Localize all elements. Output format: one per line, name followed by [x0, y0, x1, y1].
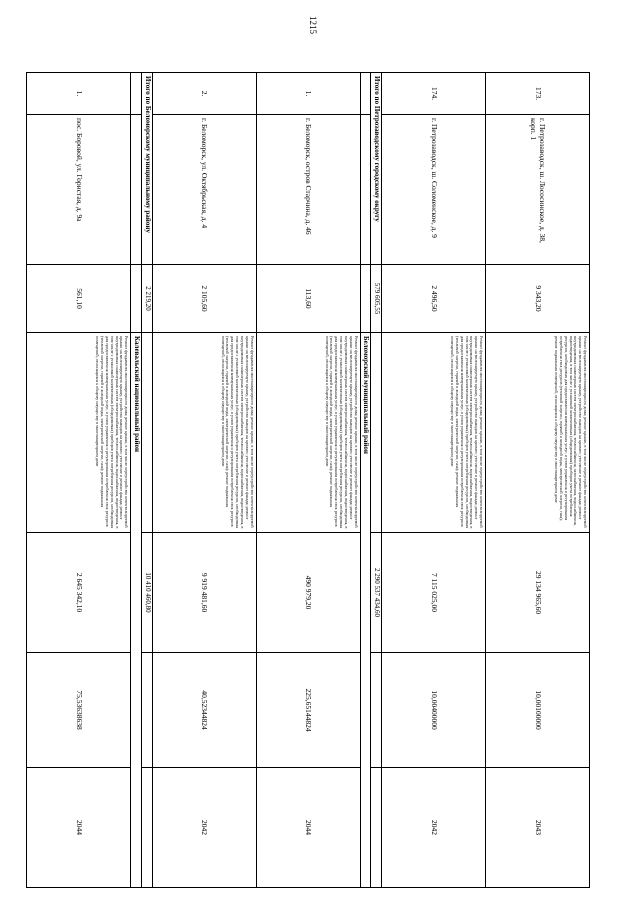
works-cell: Ремонт фундамента многоквартирного дома; ремонт крыши, в том числе переустройство невентилируемой крыши на вентилируемую крышу, устройство выходов на кровлю; утепление и ремонт фасада; ремонт внутридомовых инженерных систем электроснабжения, теплоснабжения, водоснабжения, водоотведения, в том числе с установкой коллективных (общедомовых) приборов учета потребления ресурсов, необходимых для предоставления коммунальных услуг, и узлов управления и регулирования потребления этих ресурсов (тепловой энергии, горячей и холодной воды, электрической энергии, газа); ремонт подвальных помещений, относящихся к общему имуществу в многоквартирном доме	[382, 333, 486, 533]
row-number: 2.	[152, 73, 256, 115]
total-label: Итого по Беломорскому муниципальному району	[141, 73, 152, 265]
empty-cell	[131, 265, 142, 333]
row-number: 1.	[256, 73, 360, 115]
total-cost: 10 410 460,80	[141, 533, 152, 653]
address-cell: г. Петрозаводск, ш. Лососинское, д. 38, корп. 1	[486, 115, 590, 265]
empty-cell	[371, 333, 382, 533]
rate-cell: 225,65144824	[256, 653, 360, 768]
rate-cell: 10,00400000	[382, 653, 486, 768]
works-cell: Ремонт фундамента многоквартирного дома; ремонт крыши, в том числе переустройство невентилируемой крыши на вентилируемую крышу, устройство выходов на кровлю; утепление и ремонт фасада; ремонт внутридомовых инженерных систем электроснабжения, теплоснабжения, водоснабжения, водоотведения, в том числе с установкой коллективных (общедомовых) приборов учета потребления ресурсов, необходимых для предоставления коммунальных услуг, и узлов управления и регулирования потребления этих ресурсов (тепловой энергии, горячей и холодной воды, электрической энергии, газа); ремонт подвальных помещений, относящихся к общему имуществу в многоквартирном доме	[256, 333, 360, 533]
section-header-row	[360, 73, 371, 888]
table-row	[152, 73, 256, 888]
row-number: 1.	[27, 73, 131, 115]
section-title: Калевальский национальный район	[131, 333, 142, 888]
empty-cell	[131, 115, 142, 265]
address-cell: г. Беломорск, остров Старчина, д. 46	[256, 115, 360, 265]
empty-cell	[141, 653, 152, 768]
empty-cell	[360, 265, 371, 333]
year-cell: 2042	[382, 768, 486, 888]
area-cell: 9 343,20	[486, 265, 590, 333]
table-body	[27, 73, 590, 888]
rate-cell: 75,53638638	[27, 653, 131, 768]
row-number: 174.	[382, 73, 486, 115]
empty-cell	[141, 768, 152, 888]
cost-cell: 7 115 025,00	[382, 533, 486, 653]
cost-cell: 9 919 481,60	[152, 533, 256, 653]
year-cell: 2042	[152, 768, 256, 888]
rotated-table-container	[70, 72, 590, 887]
total-area: 579 605,55	[371, 265, 382, 333]
total-area: 2 219,20	[141, 265, 152, 333]
page-number: 1215	[308, 16, 318, 34]
section-title: Беломорский муниципальный район	[360, 333, 371, 888]
section-header-row	[131, 73, 142, 888]
address-cell: г. Петрозаводск, ш. Соломенское, д. 9	[382, 115, 486, 265]
empty-cell	[360, 73, 371, 115]
rate-cell: 10,00100000	[486, 653, 590, 768]
empty-cell	[141, 333, 152, 533]
table-row	[382, 73, 486, 888]
total-row	[141, 73, 152, 888]
year-cell: 2044	[27, 768, 131, 888]
empty-cell	[371, 768, 382, 888]
table-row	[486, 73, 590, 888]
row-number: 173.	[486, 73, 590, 115]
area-cell: 2 496,50	[382, 265, 486, 333]
area-cell: 113,60	[256, 265, 360, 333]
repair-program-table	[26, 72, 590, 888]
total-label: Итого по Петрозаводскому городскому округу	[371, 73, 382, 265]
cost-cell: 2 645 342,10	[27, 533, 131, 653]
empty-cell	[371, 653, 382, 768]
year-cell: 2044	[256, 768, 360, 888]
year-cell: 2043	[486, 768, 590, 888]
total-row	[371, 73, 382, 888]
table-row	[27, 73, 131, 888]
total-cost: 2 290 537 434,60	[371, 533, 382, 653]
works-cell: Ремонт фундамента многоквартирного дома; ремонт крыши, в том числе переустройство невентилируемой крыши на вентилируемую крышу, устройство выходов на кровлю; утепление и ремонт фасада; ремонт внутридомовых инженерных систем электроснабжения, теплоснабжения, водоснабжения, водоотведения, в том числе с установкой коллективных (общедомовых) приборов учета потребления ресурсов, необходимых для предоставления коммунальных услуг, и узлов управления и регулирования потребления этих ресурсов (тепловой энергии, горячей и холодной воды, электрической энергии, газа); ремонт подвальных помещений, относящихся к общему имуществу в многоквартирном доме	[152, 333, 256, 533]
address-cell: пос. Боровой, ул. Гористая, д. 9а	[27, 115, 131, 265]
rate-cell: 40,52344824	[152, 653, 256, 768]
works-cell: Ремонт фундамента многоквартирного дома; ремонт крыши, в том числе переустройство невентилируемой крыши на вентилируемую крышу, устройство выходов на кровлю; утепление и ремонт фасада; ремонт внутридомовых инженерных систем электроснабжения, теплоснабжения, водоснабжения, водоотведения, в том числе с установкой коллективных (общедомовых) приборов учета потребления ресурсов, необходимых для предоставления коммунальных услуг, и узлов управления и регулирования потребления этих ресурсов (тепловой энергии, горячей и холодной воды, электрической энергии, газа); ремонт подвальных помещений, относящихся к общему имуществу в многоквартирном доме	[27, 333, 131, 533]
cost-cell: 490 979,20	[256, 533, 360, 653]
works-cell: Ремонт фундамента многоквартирного дома; ремонт крыши, в том числе переустройство невентилируемой крыши на вентилируемую крышу, устройство выходов на кровлю; утепление и ремонт фасада; ремонт внутридомовых инженерных систем электроснабжения, теплоснабжения, газоснабжения, водоснабжения, водоотведения, в том числе с установкой коллективных (общедомовых) приборов учета потребления ресурсов, необходимых для предоставления коммунальных услуг, и узлов управления и регулирования потребления этих ресурсов (тепловой энергии, горячей и холодной воды, электрической энергии, газа); ремонт подвальных помещений, относящихся к общему имуществу в многоквартирном доме	[486, 333, 590, 533]
table-row	[256, 73, 360, 888]
area-cell: 561,10	[27, 265, 131, 333]
empty-cell	[131, 73, 142, 115]
area-cell: 2 105,60	[152, 265, 256, 333]
empty-cell	[360, 115, 371, 265]
cost-cell: 29 134 965,60	[486, 533, 590, 653]
address-cell: г. Беломорск, ул. Октябрьская, д. 4	[152, 115, 256, 265]
